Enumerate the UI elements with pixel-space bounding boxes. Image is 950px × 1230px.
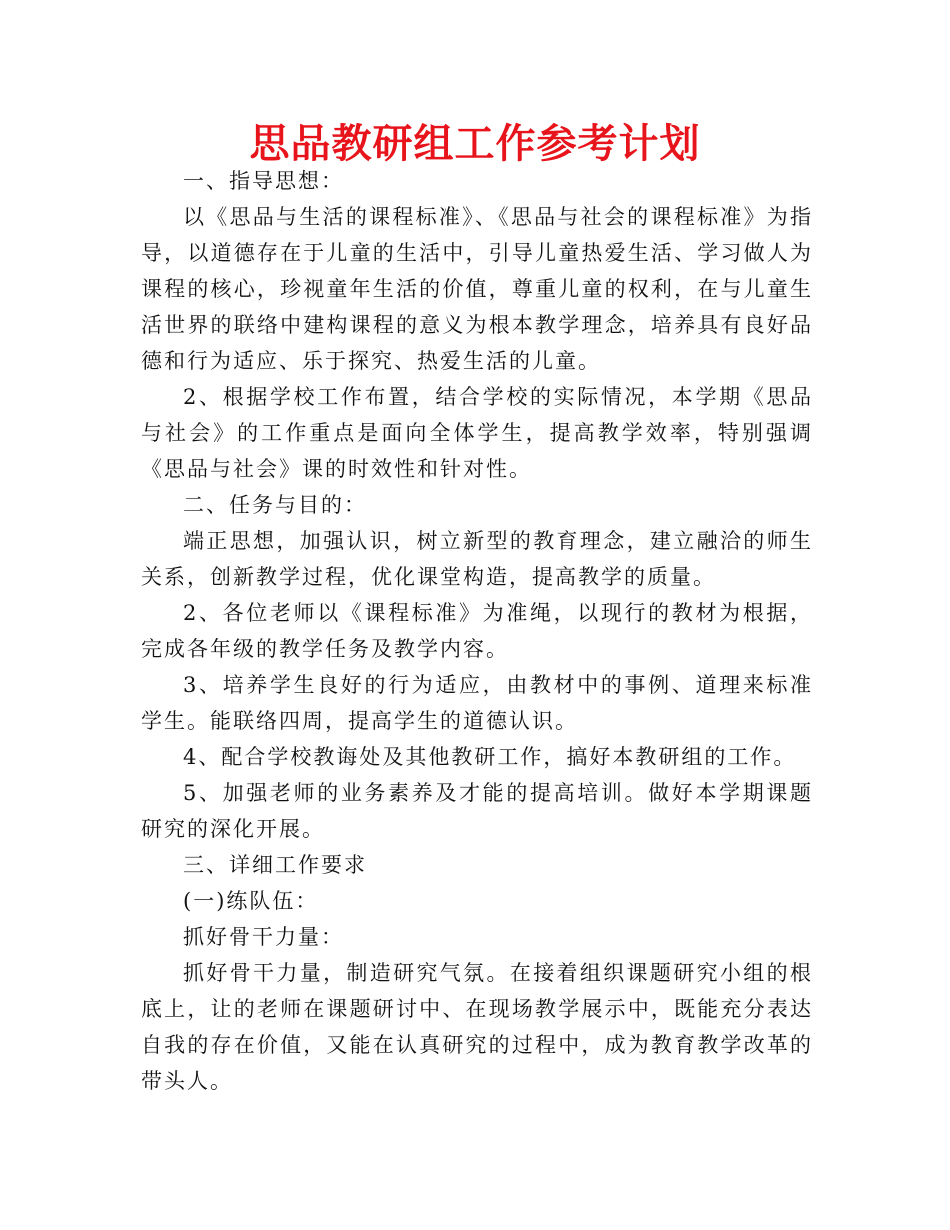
section-heading-work-requirements: 三、详细工作要求 [183, 853, 367, 877]
document-body [141, 163, 813, 1099]
paragraph-correct-thinking: 端正思想，加强认识，树立新型的教育理念，建立融洽的师生关系，创新教学过程，优化课堂构造，提高教学的质量。 [141, 529, 813, 589]
section-heading-guiding-thought: 一、指导思想： [183, 169, 344, 193]
paragraph-backbone-strength: 抓好骨干力量，制造研究气氛。在接着组织课题研究小组的根底上，让的老师在课题研讨中、在现场教学展示中，既能充分表达自我的存在价值，又能在认真研究的过程中，成为教育教学改革的带头人。 [141, 961, 813, 1093]
document-title: 思品教研组工作参考计划 [249, 121, 701, 167]
paragraph-curriculum-standard: 2、各位老师以《课程标准》为准绳，以现行的教材为根据，完成各年级的教学任务及教学内容。 [141, 601, 813, 661]
subheading-team-training: (一)练队伍： [183, 889, 319, 913]
paragraph-student-behavior: 3、培养学生良好的行为适应，由教材中的事例、道理来标准学生。能联络四周，提高学生的道德认识。 [141, 673, 813, 733]
paragraph-school-arrangement: 2、根据学校工作布置，结合学校的实际情况，本学期《思品与社会》的工作重点是面向全体学生，提高教学效率，特别强调《思品与社会》课的时效性和针对性。 [141, 385, 813, 481]
section-heading-tasks-goals: 二、任务与目的： [183, 493, 367, 517]
paragraph-teacher-training: 5、加强老师的业务素养及才能的提高培训。做好本学期课题研究的深化开展。 [141, 781, 813, 841]
paragraph-guiding-thought: 以《思品与生活的课程标准》、《思品与社会的课程标准》为指导，以道德存在于儿童的生活中，引导儿童热爱生活、学习做人为课程的核心，珍视童年生活的价值，尊重儿童的权利，在与儿童生活世界的联络中建构课程的意义为根本教学理念，培养具有良好品德和行为适应、乐于探究、热爱生活的儿童。 [141, 205, 813, 373]
paragraph-cooperate-school: 4、配合学校教诲处及其他教研工作，搞好本教研组的工作。 [183, 745, 797, 769]
subheading-backbone-strength: 抓好骨干力量： [183, 925, 344, 949]
